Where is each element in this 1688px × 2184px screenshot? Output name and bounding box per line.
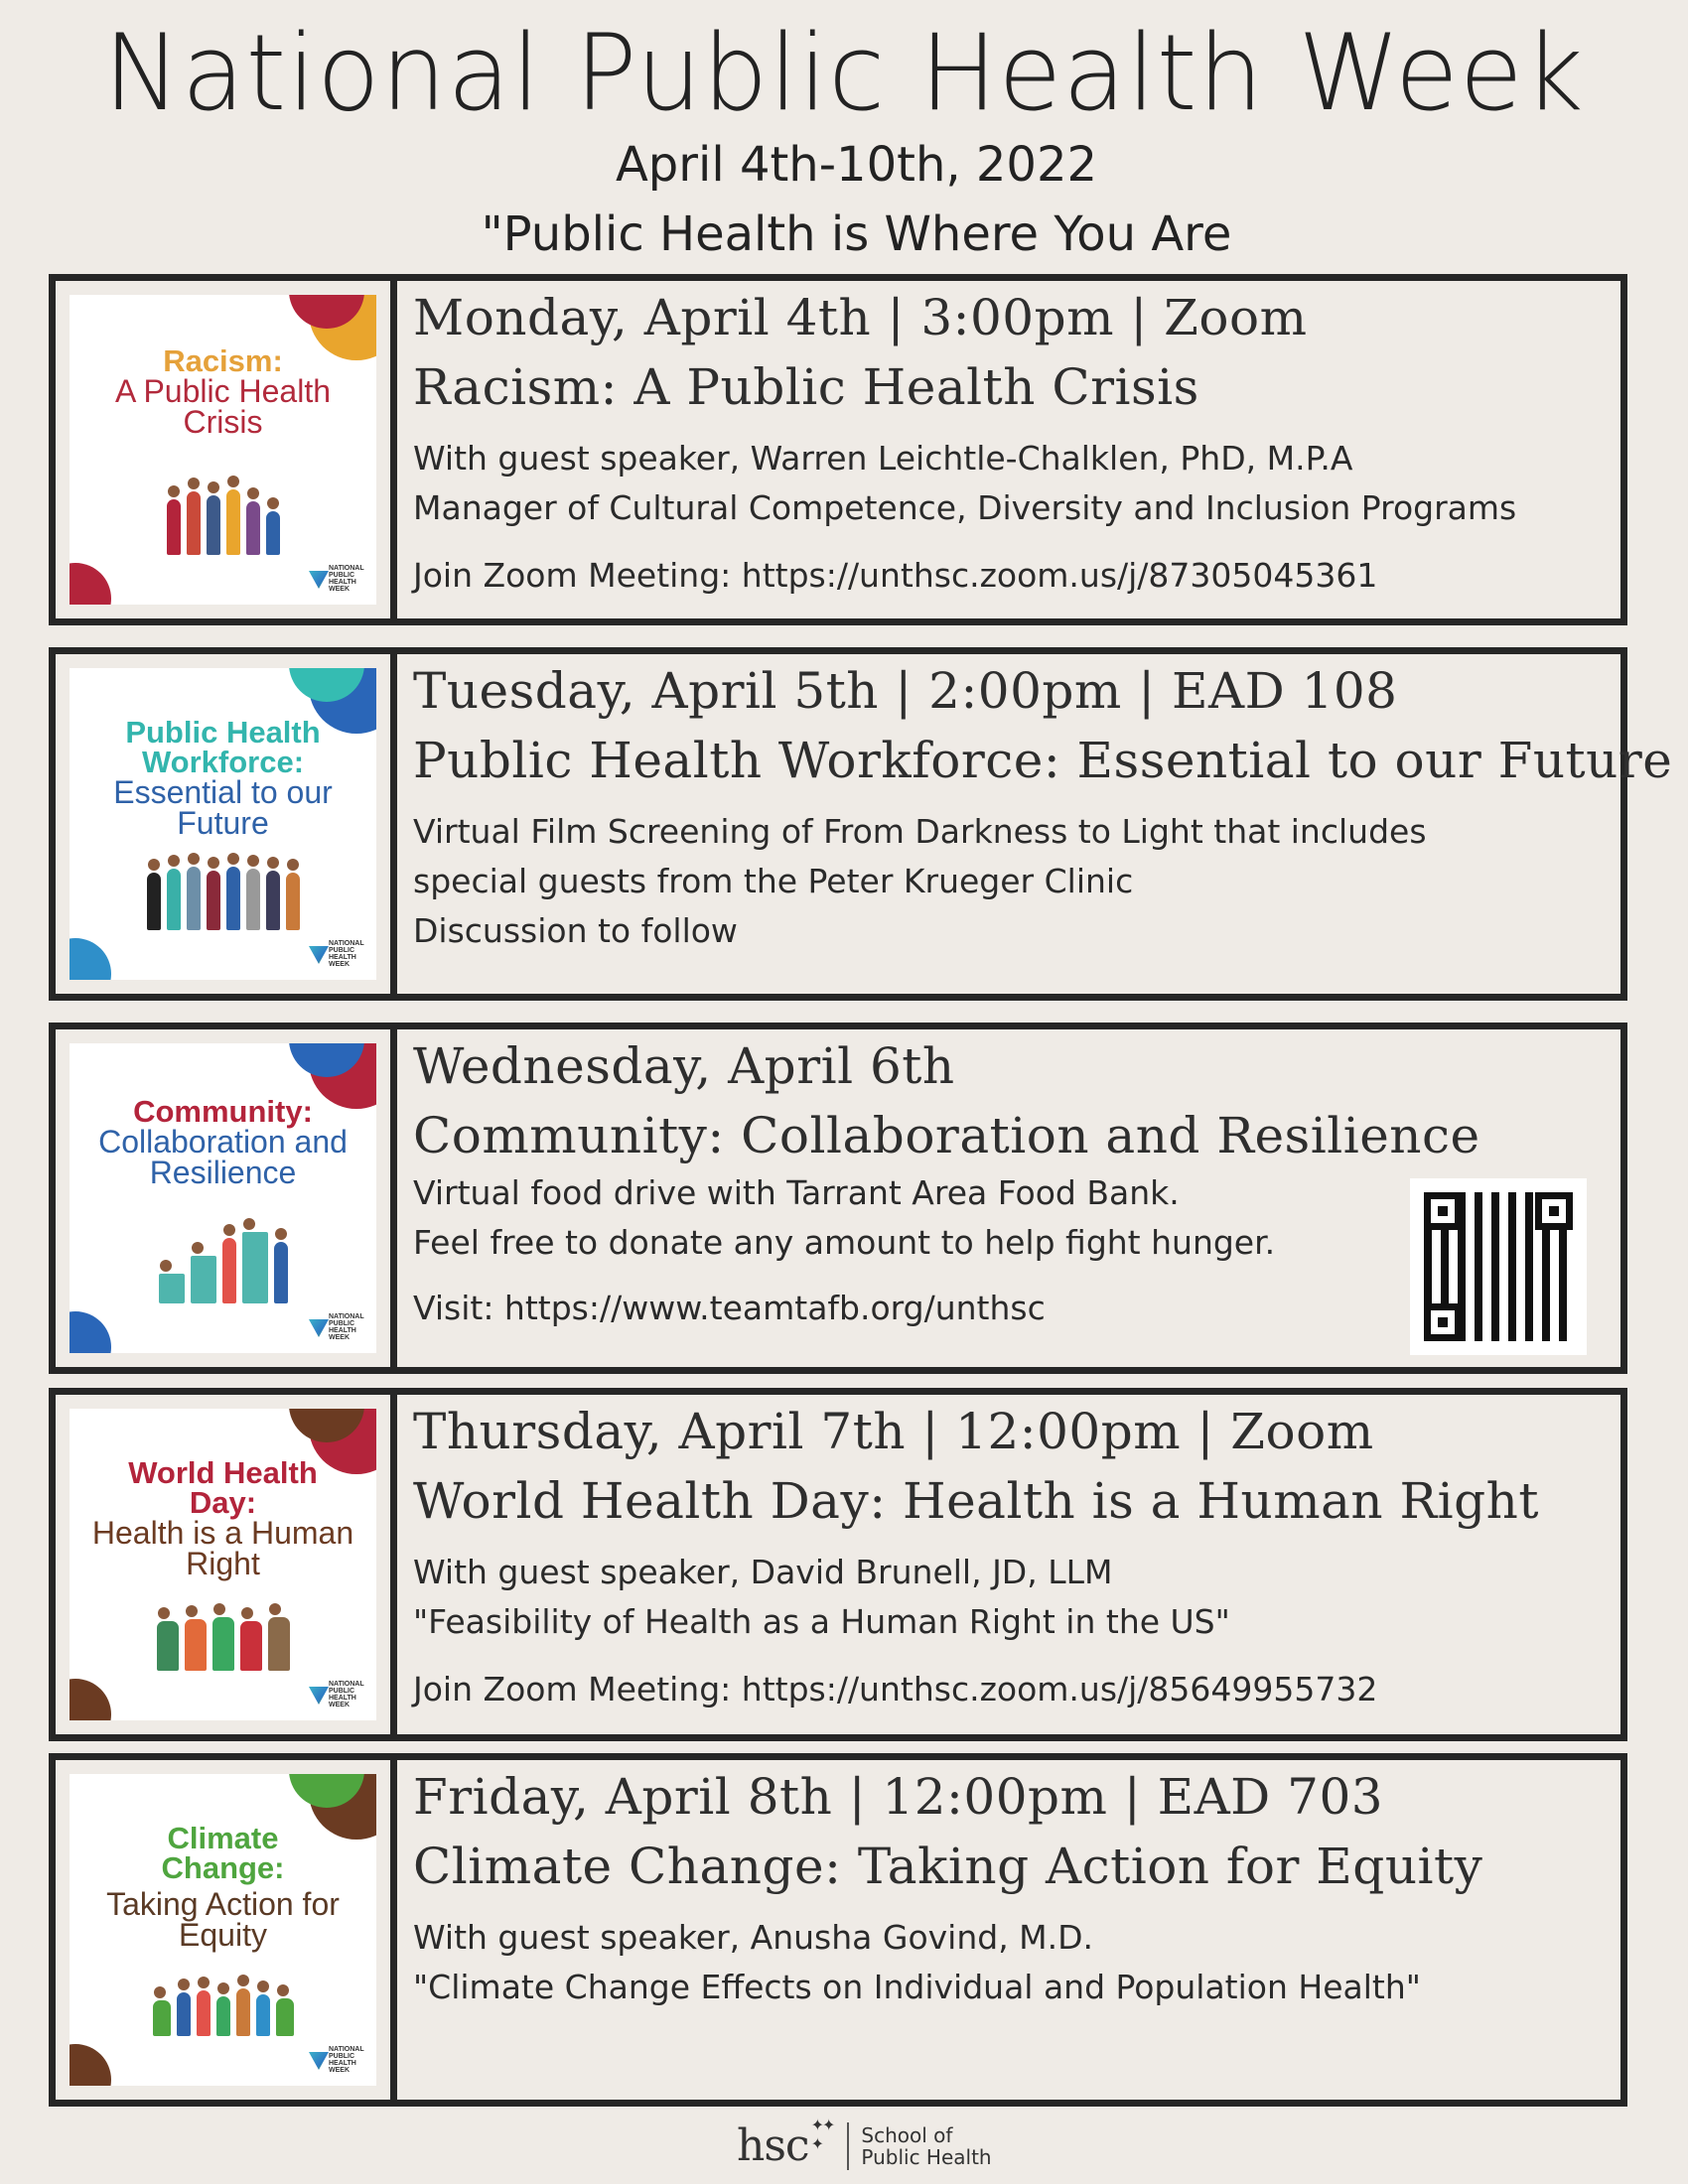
- illustration-protesters: [109, 472, 337, 555]
- nphw-logo-icon: [309, 2052, 329, 2070]
- page-title: National Public Health Week: [103, 12, 1585, 134]
- event-thumbnail: [70, 295, 376, 605]
- event-thumbnail: [70, 1774, 376, 2086]
- food-bank-link[interactable]: Visit: https://www.teamtafb.org/unthsc: [413, 1289, 1046, 1327]
- event-info: [413, 281, 1601, 618]
- event-description-line: Virtual Film Screening of From Darkness to Light that includes: [413, 812, 1427, 851]
- event-date-time: Tuesday, April 5th | 2:00pm | EAD 108: [413, 662, 1398, 720]
- zoom-link[interactable]: Join Zoom Meeting: https://unthsc.zoom.us/j/87305045361: [413, 556, 1378, 595]
- person-figure: [246, 869, 260, 930]
- nphw-logo-text: NATIONAL PUBLIC HEALTH WEEK: [329, 1681, 364, 1708]
- event-description-line: Manager of Cultural Competence, Diversity and Inclusion Programs: [413, 488, 1517, 527]
- nphw-logo-icon: [309, 1319, 329, 1337]
- event-thumbnail-frame: [56, 654, 397, 994]
- person-figure: [185, 1619, 207, 1671]
- thumbnail-heading: [70, 1821, 376, 1953]
- thumbnail-heading: [70, 715, 376, 841]
- person-figure: [212, 1617, 234, 1671]
- thumbnail-title: Racism:: [163, 343, 283, 378]
- person-figure: [197, 1990, 211, 2036]
- thumbnail-heading: [70, 343, 376, 440]
- person-figure: [187, 867, 201, 930]
- zoom-link[interactable]: Join Zoom Meeting: https://unthsc.zoom.us/j/85649955732: [413, 1670, 1378, 1708]
- event-theme: "Public Health is Where You Are: [481, 206, 1232, 262]
- event-dates: April 4th-10th, 2022: [615, 137, 1098, 193]
- event-description-line: Virtual food drive with Tarrant Area Food Bank.: [413, 1173, 1180, 1212]
- event-date-time: Thursday, April 7th | 12:00pm | Zoom: [413, 1403, 1374, 1460]
- decor-circle: [70, 563, 111, 605]
- person-figure: [207, 495, 220, 555]
- event-title: Climate Change: Taking Action for Equity: [413, 1838, 1483, 1895]
- thumbnail-title: Climate Change:: [161, 1821, 285, 1885]
- nphw-logo-text: NATIONAL PUBLIC HEALTH WEEK: [329, 565, 364, 593]
- event-thumbnail-frame: [56, 1395, 397, 1734]
- event-title: World Health Day: Health is a Human Right: [413, 1472, 1539, 1530]
- hsc-wordmark: hsc: [737, 2120, 809, 2171]
- person-figure: [246, 501, 260, 555]
- thumbnail-title: World Health Day:: [128, 1455, 318, 1520]
- thumbnail-heading: [70, 1094, 376, 1190]
- person-figure: [274, 1242, 288, 1303]
- person-figure: [226, 489, 240, 555]
- nphw-logo-text: NATIONAL PUBLIC HEALTH WEEK: [329, 1313, 364, 1341]
- event-card-tuesday: [49, 647, 1673, 1001]
- person-figure: [266, 871, 280, 930]
- decor-circle: [70, 1679, 111, 1720]
- sparkle-icon: ✦✦ ✦: [810, 2115, 834, 2153]
- person-figure: [167, 869, 181, 930]
- event-description-line: With guest speaker, Warren Leichtle-Chalklen, PhD, M.P.A: [413, 439, 1353, 478]
- event-thumbnail-frame: [56, 281, 397, 618]
- person-figure: [159, 1274, 185, 1303]
- decor-circle: [70, 1311, 111, 1353]
- thumbnail-subtitle: Collaboration and Resilience: [98, 1124, 348, 1190]
- thumbnail-subtitle: A Public Health Crisis: [114, 373, 331, 440]
- person-figure: [167, 499, 181, 555]
- illustration-community: [109, 1220, 337, 1303]
- event-card-monday: [49, 274, 1627, 625]
- person-figure: [153, 2000, 171, 2036]
- person-figure: [266, 511, 280, 555]
- nphw-logo-icon: [309, 1687, 329, 1705]
- nphw-logo-text: NATIONAL PUBLIC HEALTH WEEK: [329, 940, 364, 968]
- event-description-line: With guest speaker, Anusha Govind, M.D.: [413, 1918, 1094, 1957]
- thumbnail-title: Community:: [133, 1094, 313, 1129]
- event-thumbnail-frame: [56, 1760, 397, 2100]
- logo-divider: [847, 2122, 849, 2170]
- nphw-logo-text: NATIONAL PUBLIC HEALTH WEEK: [329, 2046, 364, 2074]
- person-figure: [177, 1992, 191, 2036]
- decor-circle: [70, 2044, 111, 2086]
- person-figure: [286, 873, 300, 930]
- decor-circle: [70, 938, 111, 980]
- event-card-friday: [49, 1753, 1627, 2107]
- event-thumbnail: [70, 1043, 376, 1353]
- illustration-people: [109, 1587, 337, 1671]
- qr-finder: [1424, 1192, 1462, 1230]
- person-figure: [147, 873, 161, 930]
- thumbnail-title: Public Health Workforce:: [125, 715, 321, 779]
- person-figure: [222, 1238, 236, 1303]
- hsc-school-of-public-health-logo: [737, 2115, 992, 2171]
- qr-finder: [1535, 1192, 1573, 1230]
- event-info: [413, 1395, 1601, 1734]
- nphw-logo-icon: [309, 946, 329, 964]
- thumbnail-subtitle: Taking Action for Equity: [106, 1886, 340, 1953]
- person-figure: [191, 1256, 216, 1303]
- school-name-line1: School of: [861, 2122, 953, 2147]
- event-description-line: Discussion to follow: [413, 911, 738, 950]
- event-title: Community: Collaboration and Resilience: [413, 1107, 1480, 1164]
- event-card-wednesday: [49, 1023, 1627, 1374]
- event-card-thursday: [49, 1388, 1627, 1741]
- person-figure: [268, 1617, 290, 1671]
- qr-finder: [1424, 1303, 1462, 1341]
- event-title: Public Health Workforce: Essential to our Future: [413, 732, 1673, 789]
- person-figure: [256, 1994, 270, 2036]
- event-description-line: Feel free to donate any amount to help fight hunger.: [413, 1223, 1276, 1262]
- event-description-line: "Feasibility of Health as a Human Right in the US": [413, 1602, 1230, 1641]
- person-figure: [207, 871, 220, 930]
- illustration-climate: [109, 1953, 337, 2036]
- illustration-workers: [109, 847, 337, 930]
- event-thumbnail: [70, 668, 376, 980]
- event-info: [413, 654, 1673, 994]
- person-figure: [216, 1996, 230, 2036]
- person-figure: [242, 1232, 268, 1303]
- qr-code[interactable]: [1410, 1178, 1587, 1355]
- person-figure: [157, 1621, 179, 1671]
- person-figure: [236, 1988, 250, 2036]
- event-date-time: Friday, April 8th | 12:00pm | EAD 703: [413, 1768, 1384, 1826]
- thumbnail-subtitle: Essential to our Future: [113, 774, 333, 841]
- event-thumbnail: [70, 1409, 376, 1720]
- nphw-logo-icon: [309, 571, 329, 589]
- event-description-line: With guest speaker, David Brunell, JD, LLM: [413, 1553, 1113, 1591]
- qr-code-pattern: [1424, 1192, 1573, 1341]
- event-title: Racism: A Public Health Crisis: [413, 358, 1199, 416]
- school-name-line2: Public Health: [861, 2144, 992, 2169]
- thumbnail-heading: [70, 1455, 376, 1581]
- event-info: [413, 1760, 1601, 2100]
- school-name: [861, 2124, 991, 2168]
- event-thumbnail-frame: [56, 1029, 397, 1367]
- thumbnail-subtitle: Health is a Human Right: [91, 1515, 354, 1581]
- event-date-time: Monday, April 4th | 3:00pm | Zoom: [413, 289, 1308, 346]
- event-description-line: "Climate Change Effects on Individual and Population Health": [413, 1968, 1421, 2006]
- event-description-line: special guests from the Peter Krueger Clinic: [413, 862, 1134, 900]
- person-figure: [276, 1998, 294, 2036]
- person-figure: [240, 1621, 262, 1671]
- person-figure: [226, 867, 240, 930]
- event-date-time: Wednesday, April 6th: [413, 1037, 955, 1095]
- person-figure: [187, 491, 201, 555]
